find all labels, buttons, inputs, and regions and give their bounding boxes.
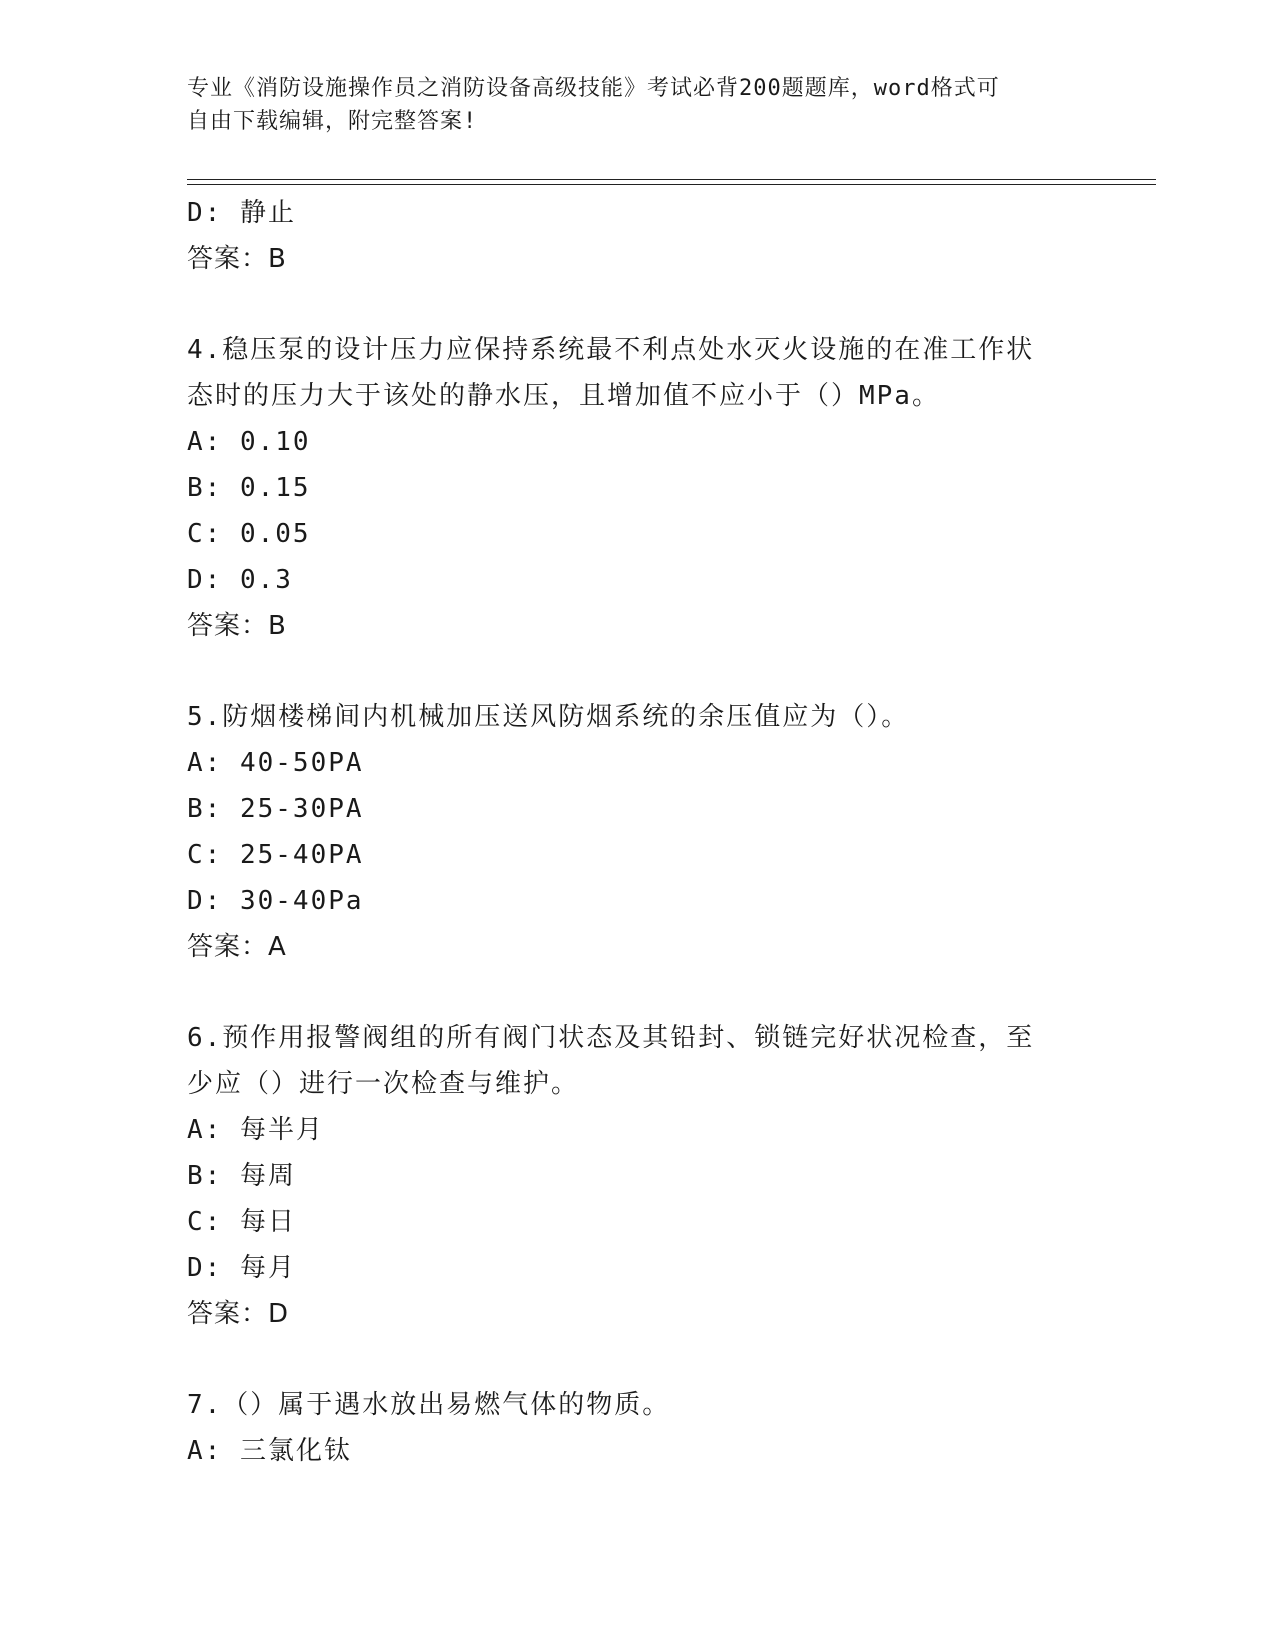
question-4-answer: 答案：B: [187, 611, 287, 641]
header-line-2: 自由下载编辑，附完整答案!: [187, 109, 478, 134]
question-5-option-c: C: 25-40PA: [187, 840, 364, 870]
question-7: [187, 1382, 1087, 1474]
header-line-1: 专业《消防设施操作员之消防设备高级技能》考试必背200题题库，word格式可: [187, 76, 1000, 101]
question-4-option-d: D: 0.3: [187, 565, 293, 595]
question-5-option-b: B: 25-30PA: [187, 794, 364, 824]
question-5-option-d: D: 30-40Pa: [187, 886, 364, 916]
question-5-text-1: 5.防烟楼梯间内机械加压送风防烟系统的余压值应为（）。: [187, 702, 910, 732]
question-6-option-c: C: 每日: [187, 1207, 296, 1237]
spacer: [187, 1337, 1087, 1382]
question-5: [187, 694, 1087, 970]
question-6-option-b: B: 每周: [187, 1161, 296, 1191]
question-5-answer: 答案：A: [187, 932, 287, 962]
question-6-answer: 答案：D: [187, 1299, 290, 1329]
question-4-option-c: C: 0.05: [187, 519, 311, 549]
spacer: [187, 282, 1087, 327]
question-6: [187, 1015, 1087, 1337]
spacer: [187, 649, 1087, 694]
question-6-option-d: D: 每月: [187, 1253, 296, 1283]
question-4-option-a: A: 0.10: [187, 427, 311, 457]
question-6-option-a: A: 每半月: [187, 1115, 324, 1145]
question-4-option-b: B: 0.15: [187, 473, 311, 503]
question-6-text-1: 6.预作用报警阀组的所有阀门状态及其铅封、锁链完好状况检查，至: [187, 1023, 1035, 1053]
question-7-option-a: A: 三氯化钛: [187, 1436, 352, 1466]
document-header: [187, 72, 1087, 138]
question-list: [187, 190, 1087, 1474]
question-6-text-2: 少应（）进行一次检查与维护。: [187, 1069, 580, 1099]
question-4-text-1: 4.稳压泵的设计压力应保持系统最不利点处水灭火设施的在准工作状: [187, 335, 1035, 365]
spacer: [187, 970, 1087, 1015]
header-divider-bottom: [187, 184, 1156, 185]
header-divider-top: [187, 179, 1156, 180]
question-4-text-2: 态时的压力大于该处的静水压，且增加值不应小于（）MPa。: [187, 381, 940, 411]
question-7-text-1: 7.（）属于遇水放出易燃气体的物质。: [187, 1390, 671, 1420]
question-4: [187, 327, 1087, 649]
prev-option-d: D: 静止: [187, 198, 296, 228]
prev-answer: 答案：B: [187, 244, 287, 274]
question-5-option-a: A: 40-50PA: [187, 748, 364, 778]
